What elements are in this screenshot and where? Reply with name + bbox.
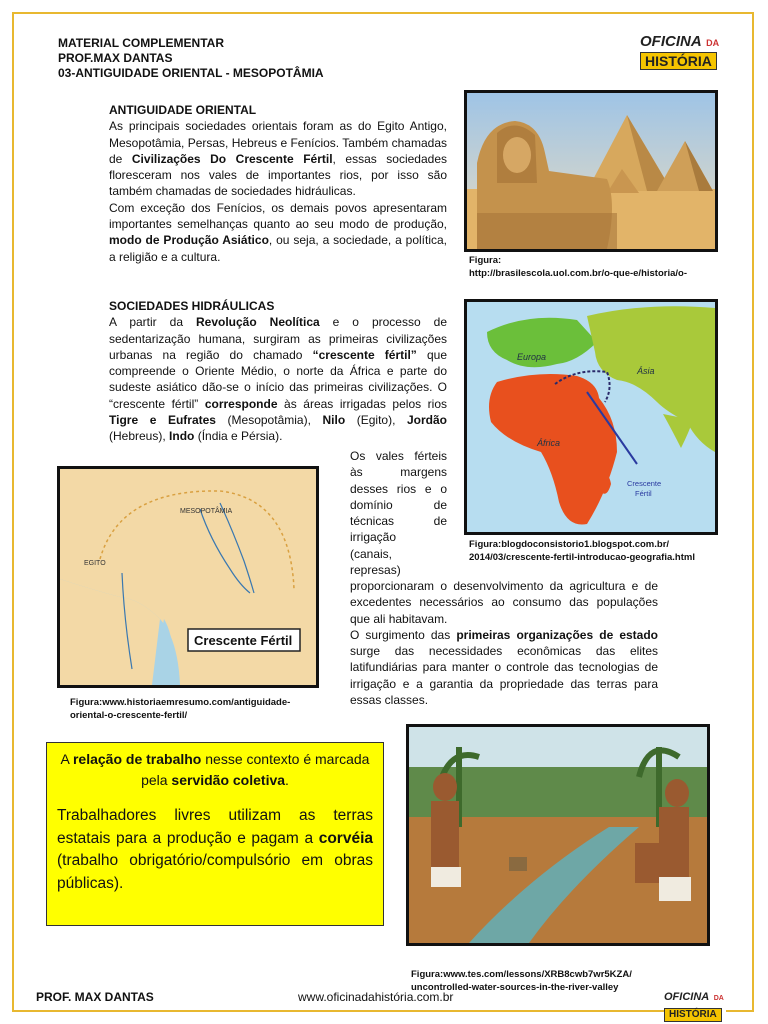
footer-author: PROF. MAX DANTAS [36,990,154,1004]
header-line-2: PROF.MAX DANTAS [58,51,173,65]
map-label-fertil: Fértil [635,489,652,498]
paragraph-3: A partir da Revolução Neolítica e o processo de sedentarização humana, surgiram as primeiras civilizações urbanas na região do chamado “crescente fértil” que compreende o Oriente Médio, o norte da África e parte do sudeste asiático dão-se o início das primeiras civilizações. O “crescente fértil” corresponde às áreas irrigadas pelos rios Tigre e Eufrates (Mesopotâmia), Nilo (Egito), Jordão (Hebreus), Indo (Índia e Pérsia). [109,315,448,444]
pyramids-caption: Figura: http://brasilescola.uol.com.br/o-que-e/historia/o- [469,255,687,279]
crescent-map-caption: Figura:www.historiaemresumo.com/antiguidade- oriental-o-crescente-fertil/ [70,697,291,721]
paragraph-5: O surgimento das primeiras organizações de estado surge das necessidades econômicas das elites latifundiárias para manter o controle das tecnologias de irrigação e a garantia da propriedade das terras para essas classes. [350,627,659,708]
section-title-antiguidade: ANTIGUIDADE ORIENTAL [109,103,257,117]
map-label-asia: Ásia [637,366,655,376]
wide-column [350,578,658,708]
section-title-hidraulicas: SOCIEDADES HIDRÁULICAS [109,299,275,313]
paragraph-4: proporcionaram o desenvolvimento da agricultura e de excedentes necessários ao consumo das populações que ali habitavam. [350,579,658,626]
irrigation-image [406,724,710,946]
header-line-1: MATERIAL COMPLEMENTAR [58,36,224,50]
section-antiguidade [109,102,447,265]
header [58,36,324,81]
irrigation-caption: Figura:www.tes.com/lessons/XRB8cwb7wr5KZA/ uncontrolled-water-sources-in-the-river-valley [411,969,632,993]
paragraph-1: As principais sociedades orientais foram as do Egito Antigo, Mesopotâmia, Persas, Hebreus e Fenícios. Também chamadas de Civilizações Do Crescente Fértil, essas sociedades floresceram nos vales de importantes rios, por isso são também chamadas de sociedades hidráulicas. [109,119,447,199]
map-label-crescente: Crescente [627,479,662,488]
crescent-label-egito: EGITO [84,560,106,567]
crescent-map-title: Crescente Fértil [194,633,293,648]
crescent-label-mesopotamia: MESOPOTÂMIA [180,508,233,515]
logo-bottom-word: HISTÓRIA [640,52,717,70]
map-label-africa: África [537,438,561,448]
crescent-map-image [57,466,319,688]
logo-da: DA [706,38,720,48]
header-line-3: 03-ANTIGUIDADE ORIENTAL - MESOPOTÂMIA [58,66,324,80]
map-label-europa: Europa [517,352,547,362]
work-relations-text: A relação de trabalho nesse contexto é marcada pela servidão coletiva. [60,751,370,788]
footer-website[interactable]: www.oficinadahistória.com.br [298,990,454,1004]
logo-top-word: OFICINA [640,33,702,50]
pyramids-image [464,90,718,252]
corveia-text: Trabalhadores livres utilizam as terras estatais para a produção e pagam a corvéia (trabalho obrigatório/compulsório em obras públicas). [57,807,373,892]
narrow-column: Os vales férteis às margens desses rios e o domínio de técnicas de irrigação (canais, represas) [350,449,447,578]
logo-top [640,34,728,70]
section-hidraulicas [109,298,447,445]
world-map-image [464,299,718,535]
paragraph-2: Com exceção dos Fenícios, os demais povos apresentaram importantes semelhanças quanto ao seu modo de produção, modo de Produção Asiático, ou seja, a sociedade, a política, a religião e a cultura. [109,200,447,264]
work-relations-box [46,742,384,926]
world-map-caption: Figura:blogdoconsistorio1.blogspot.com.br/ 2014/03/crescente-fertil-introducao-geografia.html [469,539,695,563]
logo-bottom: OFICINA DA HISTÓRIA [664,988,726,1022]
